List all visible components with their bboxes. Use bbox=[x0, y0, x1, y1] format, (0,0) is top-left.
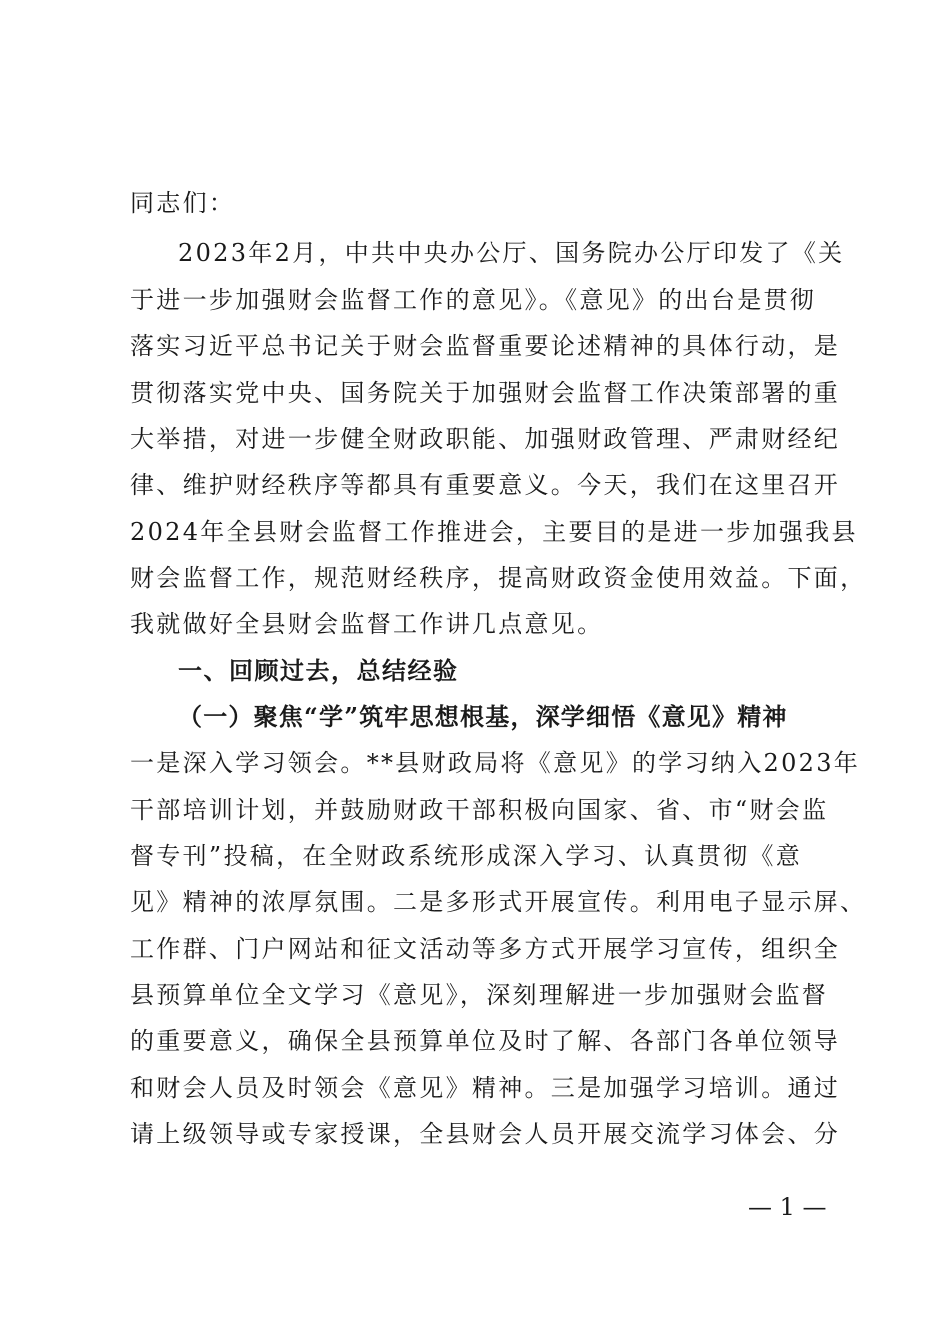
paragraph-1-line-9: 我就做好全县财会监督工作讲几点意见。 bbox=[130, 610, 604, 638]
paragraph-1-line-5: 大举措，对进一步健全财政职能、加强财政管理、严肃财经纪 bbox=[130, 425, 841, 453]
paragraph-2-line-3: 督专刊”投稿，在全财政系统形成深入学习、认真贯彻《意 bbox=[130, 842, 803, 870]
paragraph-1-line-2: 于进一步加强财会监督工作的意见》。《意见》的出台是贯彻 bbox=[130, 286, 817, 314]
paragraph-1-line-4: 贯彻落实党中央、国务院关于加强财会监督工作决策部署的重 bbox=[130, 379, 841, 407]
paragraph-2-line-4: 见》精神的浓厚氛围。二是多形式开展宣传。利用电子显示屏、 bbox=[130, 888, 867, 916]
salutation: 同志们： bbox=[130, 189, 236, 217]
paragraph-2-line-1: 一是深入学习领会。**县财政局将《意见》的学习纳入2023年 bbox=[130, 749, 861, 777]
paragraph-2-line-9: 请上级领导或专家授课，全县财会人员开展交流学习体会、分 bbox=[130, 1120, 841, 1148]
paragraph-2-line-5: 工作群、门户网站和征文活动等多方式开展学习宣传，组织全 bbox=[130, 935, 841, 963]
paragraph-2-line-7: 的重要意义，确保全县预算单位及时了解、各部门各单位领导 bbox=[130, 1027, 841, 1055]
paragraph-1-line-6: 律、维护财经秩序等都具有重要意义。今天，我们在这里召开 bbox=[130, 471, 841, 499]
page-number: — 1 — bbox=[748, 1193, 827, 1221]
paragraph-1-line-8: 财会监督工作，规范财经秩序，提高财政资金使用效益。下面， bbox=[130, 564, 867, 592]
section-1-heading: 一、回顾过去，总结经验 bbox=[178, 657, 459, 685]
paragraph-2-line-2: 干部培训计划，并鼓励财政干部积极向国家、省、市“财会监 bbox=[130, 796, 829, 824]
paragraph-1-line-1: 2023年2月，中共中央办公厅、国务院办公厅印发了《关 bbox=[178, 239, 845, 267]
paragraph-1-line-7: 2024年全县财会监督工作推进会，主要目的是进一步加强我县 bbox=[130, 518, 858, 546]
paragraph-1-line-3: 落实习近平总书记关于财会监督重要论述精神的具体行动，是 bbox=[130, 332, 841, 360]
subsection-1-heading: （一）聚焦“学”筑牢思想根基，深学细悟《意见》精神 bbox=[178, 702, 788, 731]
paragraph-2-line-6: 县预算单位全文学习《意见》，深刻理解进一步加强财会监督 bbox=[130, 981, 829, 1009]
paragraph-2-line-8: 和财会人员及时领会《意见》精神。三是加强学习培训。通过 bbox=[130, 1074, 841, 1102]
